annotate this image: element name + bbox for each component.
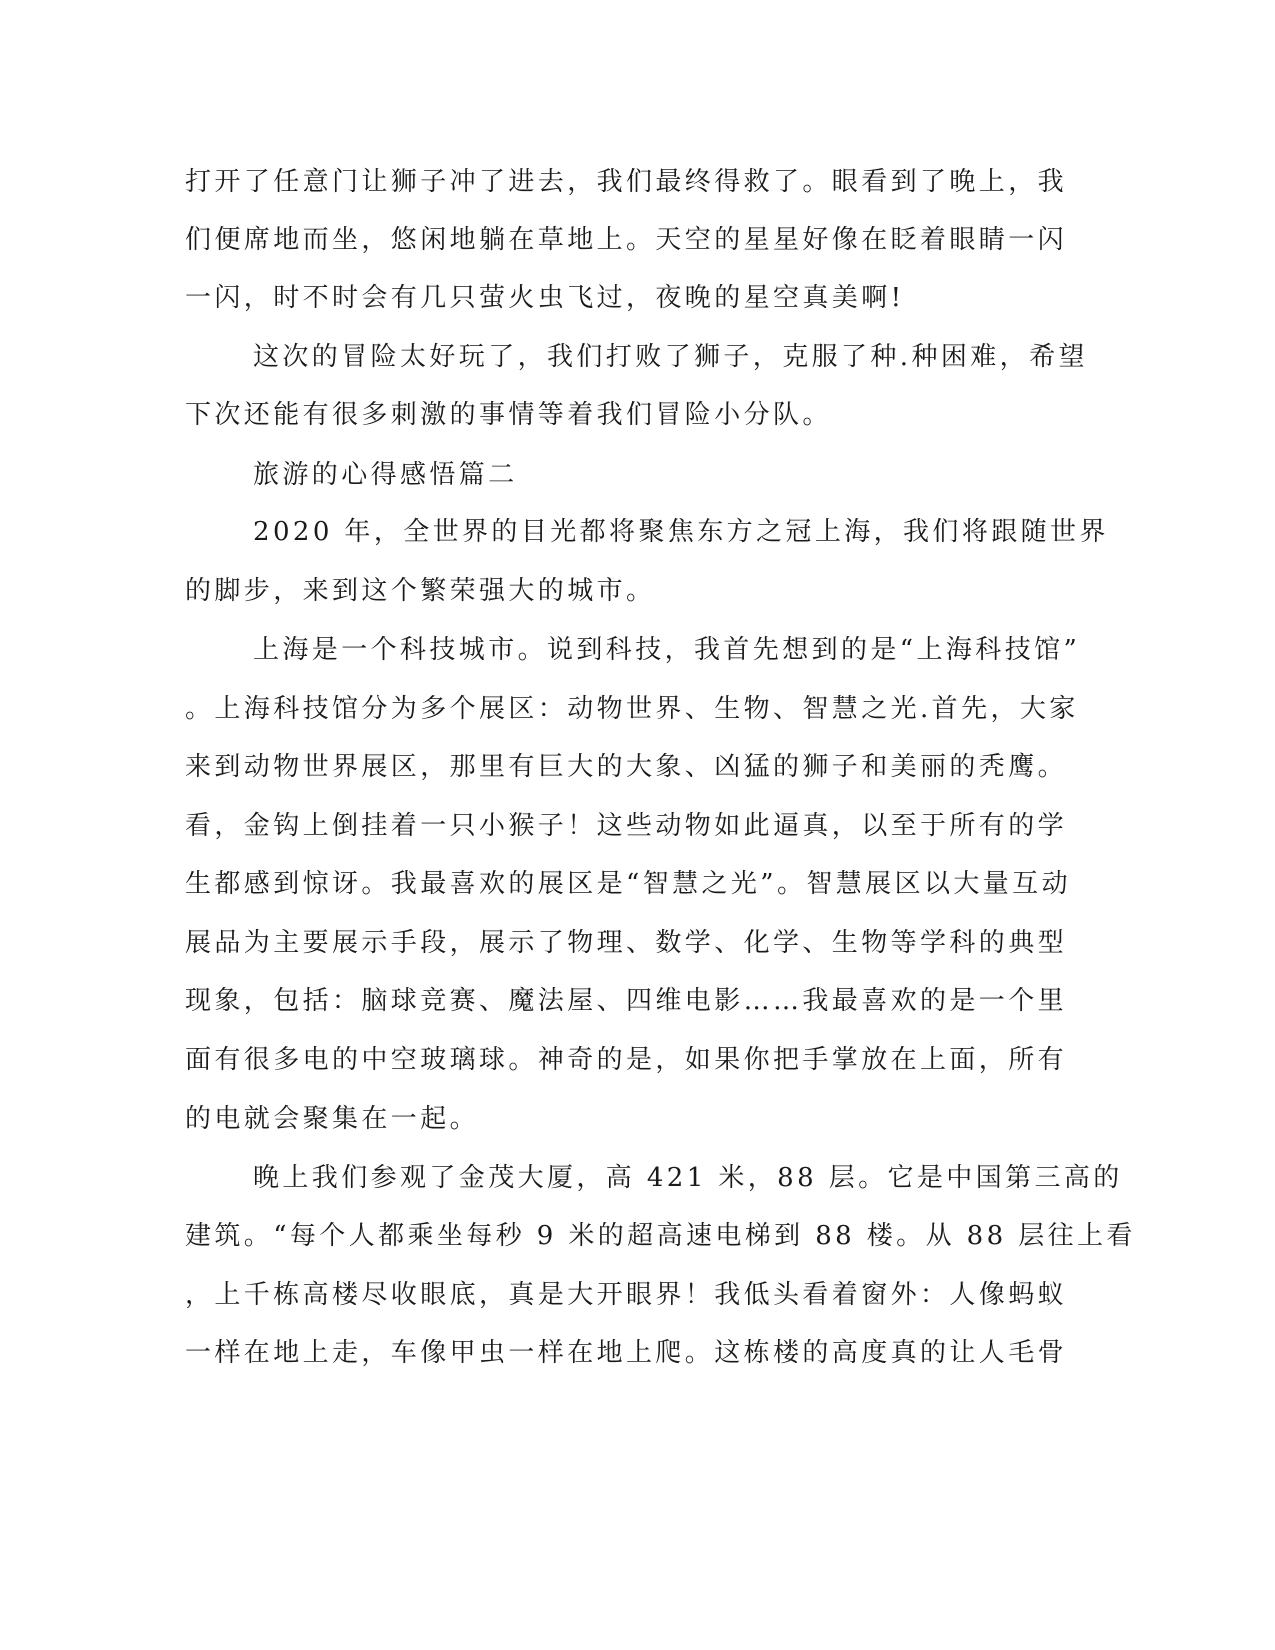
text-line: 晚上我们参观了金茂大厦，高 421 米，88 层。它是中国第三高的: [253, 1163, 1123, 1193]
text-line: 展品为主要展示手段，展示了物理、数学、化学、生物等学科的典型: [185, 928, 1068, 958]
text-line: 们便席地而坐，悠闲地躺在草地上。天空的星星好像在眨着眼睛一闪: [185, 225, 1068, 255]
text-line: 现象，包括：脑球竞赛、魔法屋、四维电影……我最喜欢的是一个里: [185, 986, 1068, 1016]
text-line: 打开了任意门让狮子冲了进去，我们最终得救了。眼看到了晚上，我: [185, 167, 1068, 197]
text-line: 一样在地上走，车像甲虫一样在地上爬。这栋楼的高度真的让人毛骨: [185, 1338, 1068, 1368]
text-line: 的脚步，来到这个繁荣强大的城市。: [185, 576, 656, 606]
text-line: 生都感到惊讶。我最喜欢的展区是“智慧之光”。智慧展区以大量互动: [185, 869, 1071, 899]
text-line: 建筑。“每个人都乘坐每秒 9 米的超高速电梯到 88 楼。从 88 层往上看: [185, 1221, 1136, 1251]
text-line: 2020 年，全世界的目光都将聚焦东方之冠上海，我们将跟随世界: [253, 517, 1109, 547]
text-line: 上海是一个科技城市。说到科技，我首先想到的是“上海科技馆”: [253, 635, 1081, 665]
text-line: 这次的冒险太好玩了，我们打败了狮子，克服了种.种困难，希望: [253, 342, 1088, 372]
text-line: 一闪，时不时会有几只萤火虫飞过，夜晚的星空真美啊!: [185, 283, 905, 313]
text-line: 的电就会聚集在一起。: [185, 1104, 480, 1134]
text-line: 下次还能有很多刺激的事情等着我们冒险小分队。: [185, 400, 832, 430]
text-line: 面有很多电的中空玻璃球。神奇的是，如果你把手掌放在上面，所有: [185, 1045, 1068, 1075]
section-heading: 旅游的心得感悟篇二: [253, 460, 518, 490]
text-line: 。上海科技馆分为多个展区：动物世界、生物、智慧之光.首先，大家: [185, 694, 1079, 724]
text-line: 来到动物世界展区，那里有巨大的大象、凶猛的狮子和美丽的秃鹰。: [185, 752, 1068, 782]
text-line: 看，金钩上倒挂着一只小猴子！这些动物如此逼真，以至于所有的学: [185, 811, 1068, 841]
text-line: ，上千栋高楼尽收眼底，真是大开眼界！我低头看着窗外：人像蚂蚁: [185, 1280, 1068, 1310]
